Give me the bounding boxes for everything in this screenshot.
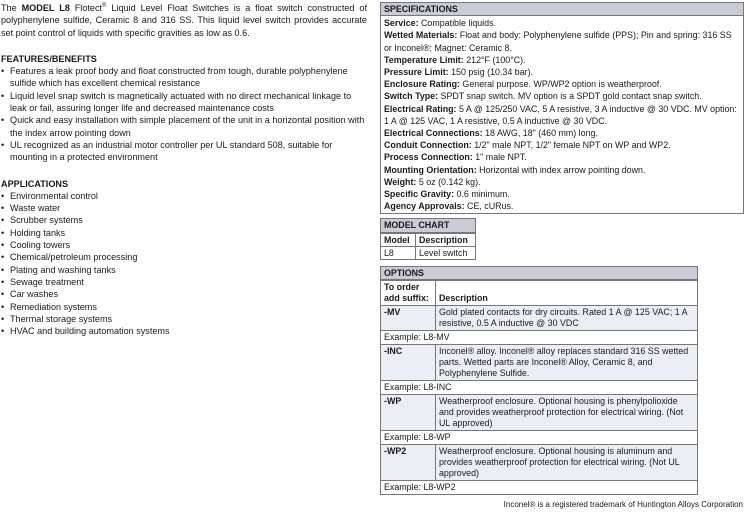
list-item: • Plating and washing tanks [1, 264, 367, 276]
model-cell: L8 [381, 246, 416, 259]
table-row [381, 233, 476, 246]
option-example: Example: L8-MV [381, 330, 698, 344]
specifications-box [380, 16, 744, 214]
table-row [381, 344, 698, 380]
table-row [381, 280, 698, 305]
spec-line [384, 29, 740, 53]
list-item: • Scrubber systems [1, 214, 367, 226]
list-item: • Quick and easy installation with simple placement of the unit in a horizontal position with the index arrow pointing down [1, 114, 367, 139]
spec-label: Service: [384, 18, 419, 29]
model-chart-table [380, 233, 476, 260]
spec-value: Compatible liquids. [418, 18, 496, 29]
col-model-header: Model [381, 233, 416, 246]
option-code: -INC [381, 344, 436, 380]
options-heading: OPTIONS [380, 266, 698, 280]
table-row [381, 444, 698, 480]
spec-value: 212°F (100°C). [463, 54, 526, 65]
applications-list [1, 190, 367, 338]
spec-label: Pressure Limit: [384, 67, 449, 78]
table-row [381, 330, 698, 344]
option-code: -MV [381, 305, 436, 330]
list-item: • Cooling towers [1, 239, 367, 251]
option-example: Example: L8-WP [381, 430, 698, 444]
list-item: • Thermal storage systems [1, 313, 367, 325]
table-row [381, 305, 698, 330]
spec-label: Electrical Rating: [384, 103, 457, 114]
option-code: -WP [381, 394, 436, 430]
spec-label: Specific Gravity: [384, 189, 455, 200]
description-cell: Level switch [416, 246, 476, 259]
spec-value: Horizontal with index arrow pointing down. [476, 164, 646, 175]
table-row [381, 430, 698, 444]
spec-label: Agency Approvals: [384, 201, 465, 212]
right-column [380, 2, 744, 495]
spec-line [384, 164, 740, 176]
options [380, 266, 698, 495]
spec-line [384, 66, 740, 78]
spec-line [384, 90, 740, 102]
table-row [381, 394, 698, 430]
spec-line [384, 200, 740, 212]
spec-line [384, 188, 740, 200]
list-item: • UL recognized as an industrial motor controller per UL standard 508, suitable for mounting in a protected environment [1, 139, 367, 164]
spec-line [384, 54, 740, 66]
spec-label: Switch Type: [384, 91, 439, 102]
spec-line [384, 103, 740, 127]
model-name: MODEL L8 [21, 3, 70, 13]
spec-value: 0.6 minimum. [454, 189, 510, 200]
col-description-header: Description [436, 280, 698, 305]
spec-value: 1" male NPT. [472, 152, 527, 163]
spec-value: General purpose. WP/WP2 option is weatherproof. [459, 79, 662, 90]
spec-label: Electrical Connections: [384, 128, 483, 139]
spec-line [384, 127, 740, 139]
spec-value: 5 A @ 125/250 VAC, 5 A resistive, 3 A inductive @ 30 VDC. MV option: 1 A @ 125 VAC, 1 A resistive, 0.5 A inductive @ 30 VDC. [384, 103, 737, 126]
list-item: • Chemical/petroleum processing [1, 251, 367, 263]
spec-label: Temperature Limit: [384, 54, 464, 65]
spec-line [384, 78, 740, 90]
table-row [381, 246, 476, 259]
option-description: Weatherproof enclosure. Optional housing is phenylpolioxide and provides weatherproof protection for electrical wiring. (Not UL approved) [436, 394, 698, 430]
spec-value: SPDT snap switch. MV option is a SPDT gold contact snap switch. [438, 91, 702, 102]
table-row [381, 480, 698, 494]
spec-line [384, 17, 740, 29]
spec-value: 150 psig (10.34 bar). [448, 67, 533, 78]
intro-text-a: Flotect [69, 3, 103, 13]
spec-label: Enclosure Rating: [384, 79, 460, 90]
list-item: • Sewage treatment [1, 276, 367, 288]
option-description: Weatherproof enclosure. Optional housing is aluminum and provides weatherproof protection for electrical wiring. (Not UL approved) [436, 444, 698, 480]
list-item: • Holding tanks [1, 227, 367, 239]
option-description: Gold plated contacts for dry circuits. Rated 1 A @ 125 VAC; 1 A resistive, 0.5 A inductive @ 30 VDC [436, 305, 698, 330]
list-item: • Liquid level snap switch is magnetically actuated with no direct mechanical linkage to leak or fail, assuring longer life and decreased maintenance costs [1, 90, 367, 115]
intro-text-b: Liquid Level Float Switches is a float switch constructed of polyphenylene sulfide, Ceramic 8 and 316 SS. This liquid level switch provides accurate set point control of liquids with specific gravities as low as 0.6. [1, 3, 368, 38]
col-order-header: To order add suffix: [381, 280, 436, 305]
spec-line [384, 139, 740, 151]
spec-label: Wetted Materials: [384, 30, 458, 41]
features-list [1, 65, 367, 163]
spec-line [384, 151, 740, 163]
list-item: • Waste water [1, 202, 367, 214]
spec-line [384, 176, 740, 188]
spec-label: Mounting Orientation: [384, 164, 477, 175]
col-description-header: Description [416, 233, 476, 246]
list-item: • Features a leak proof body and float constructed from tough, durable polyphenylene sulfide which has excellent chemical resistance [1, 65, 367, 90]
option-example: Example: L8-WP2 [381, 480, 698, 494]
option-example: Example: L8-INC [381, 380, 698, 394]
table-row [381, 380, 698, 394]
trademark-footnote: Inconel® is a registered trademark of Huntington Alloys Corporation [503, 500, 743, 509]
model-chart-heading: MODEL CHART [380, 218, 476, 232]
options-table [380, 280, 698, 495]
model-chart [380, 218, 476, 259]
spec-value: 1/2" male NPT, 1/2" female NPT on WP and WP2. [471, 140, 671, 151]
left-column [1, 2, 367, 351]
spec-label: Weight: [384, 176, 417, 187]
option-code: -WP2 [381, 444, 436, 480]
intro-paragraph: The MODEL L8 Flotect® Liquid Level Float Switches is a float switch constructed of polyphenylene sulfide, Ceramic 8 and 316 SS. This liquid level switch provides accurate set point control of liquids with specific gravities as low as 0.6. [1, 2, 368, 38]
spec-label: Conduit Connection: [384, 140, 472, 151]
applications-heading: APPLICATIONS [1, 178, 69, 189]
spec-value: 18 AWG, 18" (460 mm) long. [482, 128, 598, 139]
spec-value: CE, cURus. [464, 201, 514, 212]
registered-mark: ® [102, 2, 107, 9]
spec-label: Process Connection: [384, 152, 473, 163]
list-item: • Environmental control [1, 190, 367, 202]
option-description: Inconel® alloy. Inconel® alloy replaces standard 316 SS wetted parts. Wetted parts are Inconel® Alloy, Ceramic 8, and Polyphenylene Sulfide. [436, 344, 698, 380]
spec-value: 5 oz (0.142 kg). [416, 176, 481, 187]
features-heading: FEATURES/BENEFITS [1, 53, 97, 64]
spec-value: Float and body: Polyphenylene sulfide (PPS); Pin and spring: 316 SS or Inconel®; Magnet: Ceramic 8. [384, 30, 732, 53]
list-item: • HVAC and building automation systems [1, 325, 367, 337]
list-item: • Car washes [1, 288, 367, 300]
specifications-heading: SPECIFICATIONS [380, 2, 744, 16]
list-item: • Remediation systems [1, 301, 367, 313]
